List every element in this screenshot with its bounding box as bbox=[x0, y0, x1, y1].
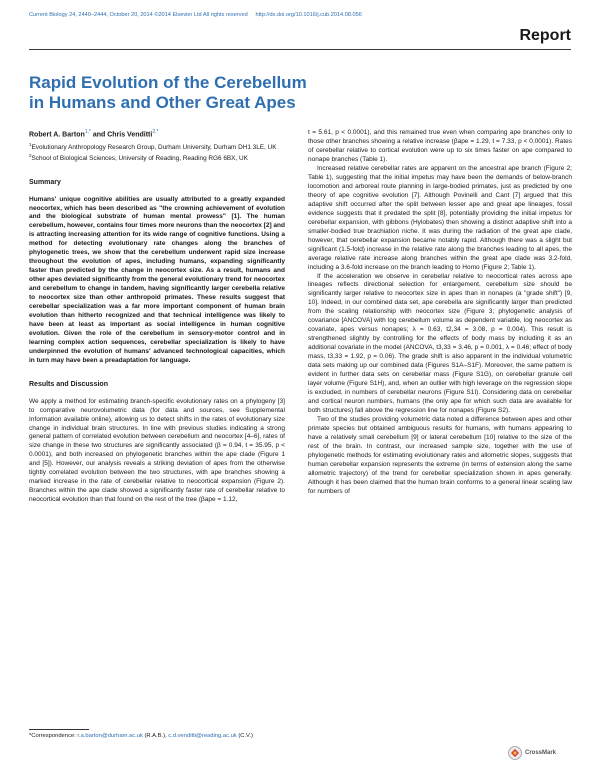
correspondence-footnote: *Correspondence: r.a.barton@durham.ac.uk (R.A.B.), c.d.venditti@reading.ac.uk (C.V.) bbox=[29, 729, 285, 741]
section-label: Report bbox=[519, 27, 571, 44]
author-list bbox=[29, 129, 285, 140]
journal-header bbox=[29, 12, 571, 18]
article-title bbox=[29, 73, 429, 112]
author-conjunction: and bbox=[90, 131, 108, 139]
right-paragraph-2: Increased relative cerebellar rates are apparent on the ancestral ape branch (Figure 2; Table 1), suggesting that the initial impetus may have been the demands of below-branch locomotion and arboreal route planning in large-bodied primates, just as predicted by one theory of ape cognitive evolution [7]. Although Povinelli and Cant [7] argued that this adaptive shift occurred after the split between lesser ape and great ape lineages, fossil evidence suggests that it predated the split [8], potentially providing the initial impetus for cerebellar expansion, with gibbons (Hylobates) then showing a distinct adaptive shift into a smaller-bodied true brachiation niche. It was during the radiation of the great ape clade, however, that cerebellar expansion became notably rapid. Although there was a slight but significant (1.5-fold) increase in the relative rate along the branches leading to all apes, the average relative rate increase along branches within the great ape clade was 3.2-fold, including a 3.6-fold increase on the branch leading to Homo (Figure 2; Table 1). bbox=[308, 164, 572, 271]
author-barton-marks[interactable]: 1,* bbox=[84, 129, 91, 135]
footnote-divider bbox=[29, 729, 89, 730]
summary-heading: Summary bbox=[29, 178, 61, 186]
email-venditti[interactable]: c.d.venditti@reading.ac.uk bbox=[168, 733, 237, 739]
right-paragraph-1: t = 5.61, p < 0.0001), and this remained true even when comparing ape branches only to those other branches showing a relative increase (βape = 1.29, t = 7.33, p < 0.0001). Rates of cerebellar relative to cortical evolution were up to six times faster on ape compared to nonape branches (Table 1). bbox=[308, 129, 572, 163]
summary-text: Humans' unique cognitive abilities are usually attributed to a greatly expanded neocortex, which has been described as "the crowning achievement of evolution and the biological substrate of human mental prowess" [1]. The human cerebellum, however, contains four times more neurons than the neocortex [2] and is attracting increasing attention for its wide range of cognitive functions. Using a method for detecting evolutionary rate changes along the branches of phylogenetic trees, we show that the cerebellum underwent rapid size increase throughout the evolution of apes, including humans, expanding significantly faster than predicted by the change in neocortex size. As a result, humans and other apes deviated significantly from the general evolutionary trend for neocortex and cerebellum to change in tandem, having significantly larger cerebella relative to neocortex size than other anthropoid primates. These results suggest that cerebellar specialization was a far more important component of human brain evolution than hitherto recognized and that technical intelligence was likely to have been at least as important as social intelligence in human cognitive evolution. Given the role of the cerebellum in sensory-motor control and in learning complex action sequences, cerebellar specialization is likely to have underpinned the evolution of humans' advanced technological capacities, which in turn may have been a preadaptation for language. bbox=[29, 195, 285, 364]
crossmark-label: CrossMark bbox=[525, 750, 557, 756]
right-paragraph-4: Two of the studies providing volumetric data noted a difference between apes and other primate species but obtained ambiguous results for humans, with humans appearing to have a relatively small cerebellum [9] or lateral cerebellum [10] relative to the size of the rest of the brain. In contrast, our increased sample size, together with the use of phylogenetic methods for estimating evolutionary rates and allometric slopes, suggests that human cerebellar expansion represents the extreme (in terms of extension along the same allometric trajectory) of the trend for cerebellar specialization shown in apes generally. Although it has been claimed that the human brain conforms to a general linear scaling law for numbers of bbox=[308, 416, 572, 495]
results-paragraph-1: We apply a method for estimating branch-specific evolutionary rates on a phylogeny [3] to comparative neurovolumetric data (for data and sources, see Supplemental Information available online), allowing us to detect shifts in the rates of evolutionary size change in individual brain structures. In line with previous studies indicating a strong general pattern of correlated evolution between cerebellum and neocortex [4–6], rates of size change in these two structures are significantly associated (β = 0.94, t = 35.95, p < 0.0001), and both increased on phylogenetic branches within the ape clade (Figure 1 and [5]). However, our analysis reveals a striking deviation of apes from the otherwise tightly correlated evolution between the two structures, with ape branches showing a marked increase in the rate of cerebellar relative to neocortical expansion (Figure 2). Branches within the ape clade showed a significantly faster rate of cerebellar relative to neocortical evolution than that found on the rest of the tree (βape = 1.12, bbox=[29, 397, 285, 504]
email-barton[interactable]: r.a.barton@durham.ac.uk bbox=[77, 733, 143, 739]
results-heading: Results and Discussion bbox=[29, 380, 108, 388]
affiliation-1: $^1$Evolutionary Anthropology Research Group, Durham University, Durham DH1 3LE, UK bbox=[29, 141, 277, 152]
crossmark-badge[interactable] bbox=[508, 745, 558, 761]
doi-link[interactable]: http://dx.doi.org/10.1016/j.cub.2014.08.056 bbox=[255, 12, 362, 18]
crossmark-icon bbox=[508, 746, 522, 760]
left-column bbox=[29, 129, 285, 505]
title-line-2: in Humans and Other Great Apes bbox=[29, 92, 296, 112]
right-paragraph-3: If the acceleration we observe in cerebellar relative to neocortical rates across ape lineages reflects directional selection for enlargement, cerebellum size should be significantly larger relative to neocortex size in apes than in nonapes (a "grade shift") [9, 10]. Indeed, in our combined data set, ape cerebella are significantly larger than predicted from the scaling relationship with neocortex size (Figure 3; phylogenetic analysis of covariance [ANCOVA] with log cerebellum volume as dependent variable, log neocortex as covariate, apes versus nonapes; λ = 0.63, t2,34 = 3.08, p = 0.004). This result is strengthened slightly by controlling for the effects of body mass by including it as an additional covariate in the model (ANCOVA, t3,33 = 3.46, p = 0.001, λ = 0.46; effect of body mass, t3,33 = 1.92, p = 0.06). The grade shift is also apparent in the individual volumetric data sets making up our combined data (Figures S1A–S1F). Moreover, the same pattern is evident in further data sets on cerebellar mass (Figure S1G), on cerebellar granule cell layer volume (Figure S1H), and, when an outlier with high leverage on the regression slope is excluded, in numbers of cerebellar neurons (Figure S1I). Considering data on cerebellar and cortical neuron numbers, humans (the only ape for which such data are available for both structures) fall above the regression line for nonapes (Figure S2). bbox=[308, 272, 572, 415]
affiliation-2: $^2$School of Biological Sciences, University of Reading, Reading RG6 6BX, UK bbox=[29, 152, 248, 163]
header-divider bbox=[29, 49, 571, 50]
right-column bbox=[308, 129, 572, 497]
title-line-1: Rapid Evolution of the Cerebellum bbox=[29, 73, 307, 92]
author-venditti-marks[interactable]: 2,* bbox=[152, 129, 159, 135]
journal-citation: Current Biology 24, 2440–2444, October 20, 2014 ©2014 Elsevier Ltd All rights reserved bbox=[29, 12, 248, 18]
author-venditti: Chris Venditti bbox=[107, 131, 153, 139]
author-barton: Robert A. Barton bbox=[29, 131, 85, 139]
